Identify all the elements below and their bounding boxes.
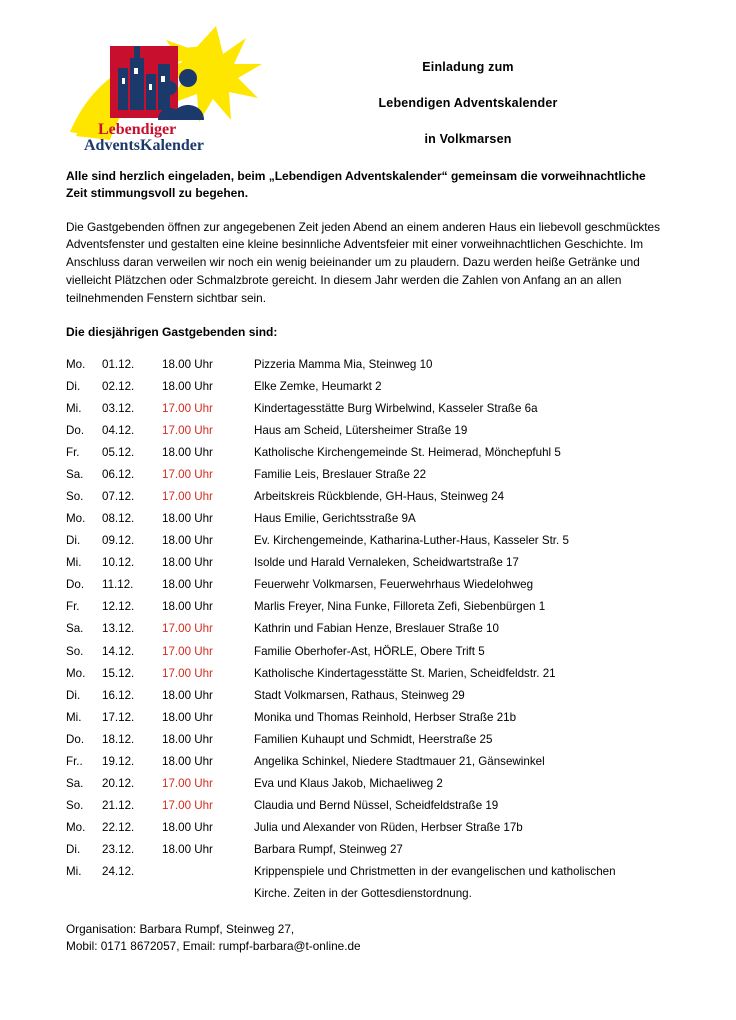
entry-date: 06.12. xyxy=(102,468,135,482)
entry-time: 18.00 Uhr xyxy=(162,534,213,548)
entry-time: 18.00 Uhr xyxy=(162,379,213,393)
entry-host: Haus Emilie, Gerichtsstraße 9A xyxy=(254,512,416,526)
entry-weekday: Mi. xyxy=(66,401,82,415)
table-row xyxy=(66,574,670,596)
entry-weekday: Mo. xyxy=(66,821,86,835)
entry-weekday: So. xyxy=(66,798,84,812)
entry-date: 11.12. xyxy=(102,578,134,592)
spacer-cell xyxy=(162,883,254,905)
table-row xyxy=(66,662,670,684)
entry-time: 18.00 Uhr xyxy=(162,754,213,768)
entry-host: Feuerwehr Volkmarsen, Feuerwehrhaus Wiedelohweg xyxy=(254,578,534,592)
entry-date: 13.12. xyxy=(102,622,135,636)
table-row xyxy=(66,552,670,574)
table-row xyxy=(66,375,670,397)
entry-weekday: Di. xyxy=(66,379,81,393)
entry-date: 17.12. xyxy=(102,710,135,724)
entry-host: Pizzeria Mamma Mia, Steinweg 10 xyxy=(254,357,433,371)
entry-date: 15.12. xyxy=(102,666,135,680)
footer-line-1: Organisation: Barbara Rumpf, Steinweg 27, xyxy=(66,921,295,936)
entry-date: 20.12. xyxy=(102,776,135,790)
entry-time: 18.00 Uhr xyxy=(162,600,213,614)
entry-weekday: Fr.. xyxy=(66,754,83,768)
entry-weekday: Mi. xyxy=(66,865,82,879)
entry-weekday: Fr. xyxy=(66,600,80,614)
entry-time: 17.00 Uhr xyxy=(162,622,213,636)
entry-host: Julia und Alexander von Rüden, Herbser Straße 17b xyxy=(254,821,523,835)
entry-time: 17.00 Uhr xyxy=(162,401,213,415)
entry-host: Monika und Thomas Reinhold, Herbser Straße 21b xyxy=(254,710,517,724)
title-line-3: in Volkmarsen xyxy=(424,132,512,146)
entry-host: Claudia und Bernd Nüssel, Scheidfeldstraße 19 xyxy=(254,798,499,812)
entry-time: 18.00 Uhr xyxy=(162,445,213,459)
entry-host: Arbeitskreis Rückblende, GH-Haus, Steinweg 24 xyxy=(254,490,505,504)
table-row xyxy=(66,817,670,839)
entry-host: Familien Kuhaupt und Schmidt, Heerstraße 25 xyxy=(254,732,493,746)
entry-time: 17.00 Uhr xyxy=(162,666,213,680)
entry-time: 17.00 Uhr xyxy=(162,423,213,437)
entry-weekday: Sa. xyxy=(66,776,84,790)
entry-time: 18.00 Uhr xyxy=(162,688,213,702)
schedule-table-body xyxy=(66,353,670,905)
table-row xyxy=(66,794,670,816)
entry-date: 19.12. xyxy=(102,754,135,768)
entry-date: 14.12. xyxy=(102,644,135,658)
schedule-table xyxy=(66,353,670,905)
entry-host: Stadt Volkmarsen, Rathaus, Steinweg 29 xyxy=(254,688,465,702)
entry-date: 21.12. xyxy=(102,798,135,812)
entry-host: Barbara Rumpf, Steinweg 27 xyxy=(254,843,403,857)
entry-date: 04.12. xyxy=(102,423,135,437)
entry-time: 17.00 Uhr xyxy=(162,644,213,658)
logo-text-line1: Lebendiger xyxy=(98,121,177,138)
entry-time: 18.00 Uhr xyxy=(162,512,213,526)
entry-date: 08.12. xyxy=(102,512,135,526)
lebendiger-adventskalender-logo xyxy=(66,24,266,154)
table-row xyxy=(66,728,670,750)
table-row xyxy=(66,684,670,706)
table-row xyxy=(66,464,670,486)
entry-date: 18.12. xyxy=(102,732,135,746)
spacer-cell xyxy=(102,883,162,905)
document-footer xyxy=(66,921,670,955)
list-heading: Die diesjährigen Gastgebenden sind: xyxy=(66,325,278,340)
entry-time: 17.00 Uhr xyxy=(162,468,213,482)
entry-host: Krippenspiele und Christmetten in der evangelischen und katholischen xyxy=(254,865,616,879)
entry-date: 10.12. xyxy=(102,556,135,570)
entry-date: 22.12. xyxy=(102,821,135,835)
entry-weekday: Do. xyxy=(66,423,85,437)
entry-host: Haus am Scheid, Lütersheimer Straße 19 xyxy=(254,423,468,437)
entry-host: Familie Leis, Breslauer Straße 22 xyxy=(254,468,427,482)
document-title-block xyxy=(266,24,670,146)
table-row xyxy=(66,530,670,552)
entry-host: Ev. Kirchengemeinde, Katharina-Luther-Haus, Kasseler Str. 5 xyxy=(254,534,569,548)
table-row xyxy=(66,618,670,640)
entry-time: 18.00 Uhr xyxy=(162,578,213,592)
entry-date: 05.12. xyxy=(102,445,135,459)
entry-time: 17.00 Uhr xyxy=(162,776,213,790)
entry-weekday: So. xyxy=(66,490,84,504)
table-row xyxy=(66,508,670,530)
entry-weekday: Mi. xyxy=(66,556,82,570)
entry-time: 17.00 Uhr xyxy=(162,490,213,504)
entry-host: Angelika Schinkel, Niedere Stadtmauer 21, Gänsewinkel xyxy=(254,754,545,768)
entry-weekday: Do. xyxy=(66,578,85,592)
spacer-cell xyxy=(66,883,102,905)
entry-weekday: Sa. xyxy=(66,468,84,482)
logo-graphic xyxy=(66,24,266,154)
logo-text-line2: AdventsKalender xyxy=(84,137,204,154)
title-line-2: Lebendigen Adventskalender xyxy=(378,96,558,110)
entry-weekday: Di. xyxy=(66,688,81,702)
footer-line-2: Mobil: 0171 8672057, Email: rumpf-barbara@t-online.de xyxy=(66,938,361,953)
entry-weekday: Fr. xyxy=(66,445,80,459)
entry-weekday: Di. xyxy=(66,534,81,548)
entry-host: Marlis Freyer, Nina Funke, Filloreta Zefi, Siebenbürgen 1 xyxy=(254,600,546,614)
entry-weekday: Do. xyxy=(66,732,85,746)
table-row xyxy=(66,353,670,375)
table-row xyxy=(66,861,670,883)
entry-time: 17.00 Uhr xyxy=(162,798,213,812)
entry-host: Elke Zemke, Heumarkt 2 xyxy=(254,379,382,393)
entry-date: 01.12. xyxy=(102,357,135,371)
table-row xyxy=(66,441,670,463)
entry-date: 24.12. xyxy=(102,865,135,879)
entry-time: 18.00 Uhr xyxy=(162,732,213,746)
entry-weekday: Mo. xyxy=(66,512,86,526)
entry-date: 03.12. xyxy=(102,401,135,415)
entry-time: 18.00 Uhr xyxy=(162,357,213,371)
entry-time xyxy=(162,861,254,883)
table-row-continuation xyxy=(66,883,670,905)
table-row xyxy=(66,772,670,794)
intro-bold-text: Alle sind herzlich eingeladen, beim „Lebendigen Adventskalender“ gemeinsam die vorweihnachtliche Zeit stimmungsvoll zu begehen. xyxy=(66,169,646,201)
entry-host-line2: Kirche. Zeiten in der Gottesdienstordnung. xyxy=(254,887,472,901)
table-row xyxy=(66,419,670,441)
entry-time: 18.00 Uhr xyxy=(162,710,213,724)
entry-host: Katholische Kindertagesstätte St. Marien, Scheidfeldstr. 21 xyxy=(254,666,556,680)
entry-host: Isolde und Harald Vernaleken, Scheidwartstraße 17 xyxy=(254,556,519,570)
entry-date: 12.12. xyxy=(102,600,135,614)
table-row xyxy=(66,750,670,772)
entry-weekday: Sa. xyxy=(66,622,84,636)
entry-host: Katholische Kirchengemeinde St. Heimerad, Mönchepfuhl 5 xyxy=(254,445,561,459)
entry-weekday: So. xyxy=(66,644,84,658)
entry-weekday: Mo. xyxy=(66,357,86,371)
table-row xyxy=(66,596,670,618)
entry-time: 18.00 Uhr xyxy=(162,556,213,570)
intro-paragraph: Die Gastgebenden öffnen zur angegebenen Zeit jeden Abend an einem anderen Haus ein liebevoll geschmücktes Adventsfenster und gestalten eine kleine besinnliche Adventsfeier mit einer vorweihnachtlichen Geschichte. Im Anschluss daran verweilen wir noch ein wenig beieinander um zu plaudern. Dazu werden heiße Getränke und vielleicht Plätzchen oder Schmalzbrote gereicht. In diesem Jahr werden die Zahlen von Anfang an an allen teilnehmenden Fenstern sichtbar sein. xyxy=(66,219,660,305)
entry-date: 02.12. xyxy=(102,379,135,393)
entry-weekday: Mi. xyxy=(66,710,82,724)
entry-date: 16.12. xyxy=(102,688,135,702)
entry-host: Kathrin und Fabian Henze, Breslauer Straße 10 xyxy=(254,622,499,636)
title-line-1: Einladung zum xyxy=(422,60,514,74)
table-row xyxy=(66,486,670,508)
table-row xyxy=(66,397,670,419)
entry-time: 18.00 Uhr xyxy=(162,843,213,857)
entry-date: 23.12. xyxy=(102,843,135,857)
document-header xyxy=(66,0,670,154)
entry-date: 09.12. xyxy=(102,534,135,548)
table-row xyxy=(66,839,670,861)
entry-weekday: Mo. xyxy=(66,666,86,680)
entry-host: Eva und Klaus Jakob, Michaeliweg 2 xyxy=(254,776,443,790)
entry-weekday: Di. xyxy=(66,843,81,857)
entry-host: Familie Oberhofer-Ast, HÖRLE, Obere Trift 5 xyxy=(254,644,485,658)
entry-date: 07.12. xyxy=(102,490,135,504)
table-row xyxy=(66,706,670,728)
table-row xyxy=(66,640,670,662)
entry-time: 18.00 Uhr xyxy=(162,821,213,835)
entry-host: Kindertagesstätte Burg Wirbelwind, Kasseler Straße 6a xyxy=(254,401,538,415)
